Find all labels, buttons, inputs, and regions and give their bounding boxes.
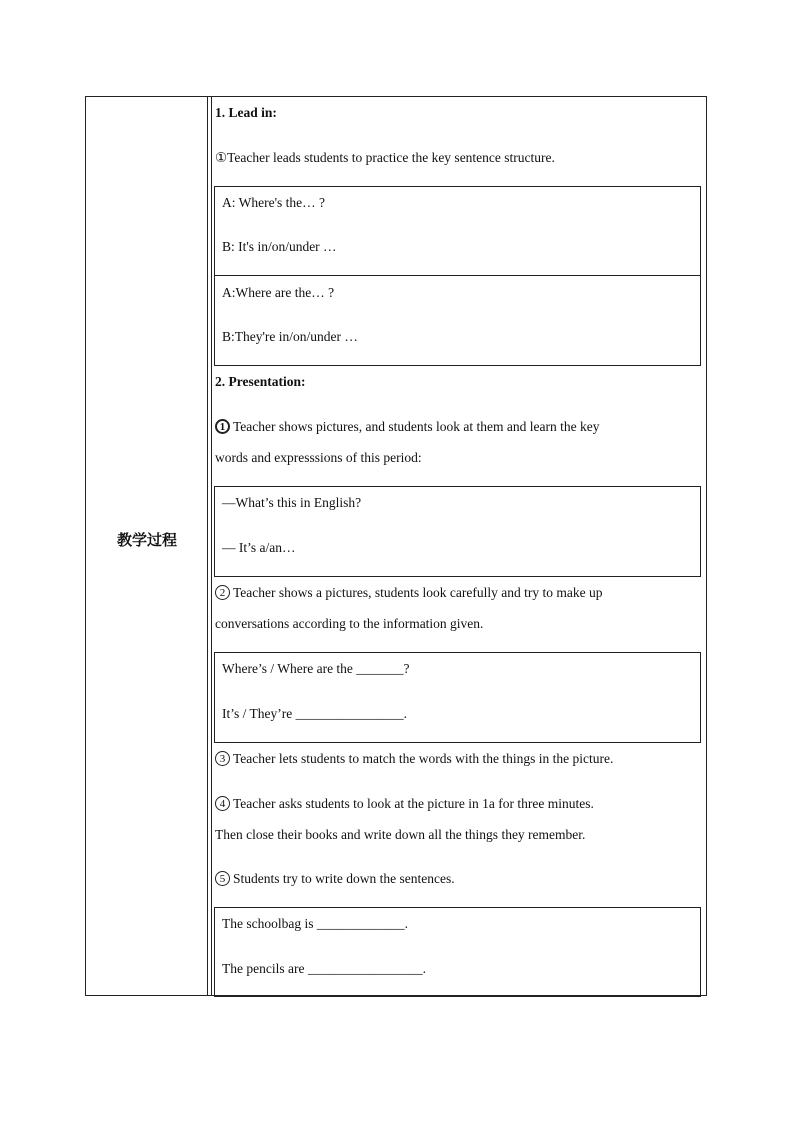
box-c-line-1: —What’s this in English? [222,495,362,510]
left-column [86,97,208,995]
step-5-text: Students try to write down the sentences. [233,871,455,886]
step-4-text: Teacher asks students to look at the picture in 1a for three minutes. [233,796,594,811]
lead-in-heading: 1. Lead in: [215,105,277,120]
step-2-text: Teacher shows a pictures, students look carefully and try to make up [233,585,603,600]
box-b-line-1: A:Where are the… ? [222,285,335,300]
presentation-step-4 [215,796,594,812]
box-a-line-2: B: It's in/on/under … [222,239,337,254]
box-e-line-2: The pencils are _________________. [222,961,426,976]
box-a-line-1: A: Where's the… ? [222,195,326,210]
presentation-step-5 [215,871,455,887]
step-2-marker: 2 [215,585,230,600]
sentence-box-divider [214,275,701,276]
box-b-line-2: B:They're in/on/under … [222,329,358,344]
box-d-line-2: It’s / They’re ________________. [222,706,407,721]
step-5-marker: 5 [215,871,230,886]
step-1-text: Teacher shows pictures, and students look at them and learn the key [233,419,600,434]
column-divider [211,97,212,995]
step-3-marker: 3 [215,751,230,766]
step-1-marker: 1 [215,419,230,434]
step-4-marker: 4 [215,796,230,811]
section-label: 教学过程 [116,531,177,549]
presentation-step-2 [215,585,602,601]
step-2-continued: conversations according to the information given. [215,616,484,631]
lead-in-step-1: ①Teacher leads students to practice the key sentence structure. [215,150,555,165]
presentation-step-3 [215,751,613,767]
step-3-text: Teacher lets students to match the words with the things in the picture. [233,751,614,766]
box-c-line-2: — It’s a/an… [222,540,296,555]
presentation-step-1 [215,419,599,435]
box-d-line-1: Where’s / Where are the _______? [222,661,410,676]
presentation-heading: 2. Presentation: [215,374,306,389]
step-4-continued: Then close their books and write down all the things they remember. [215,827,586,842]
step-1-continued: words and expresssions of this period: [215,450,422,465]
box-e-line-1: The schoolbag is _____________. [222,916,408,931]
